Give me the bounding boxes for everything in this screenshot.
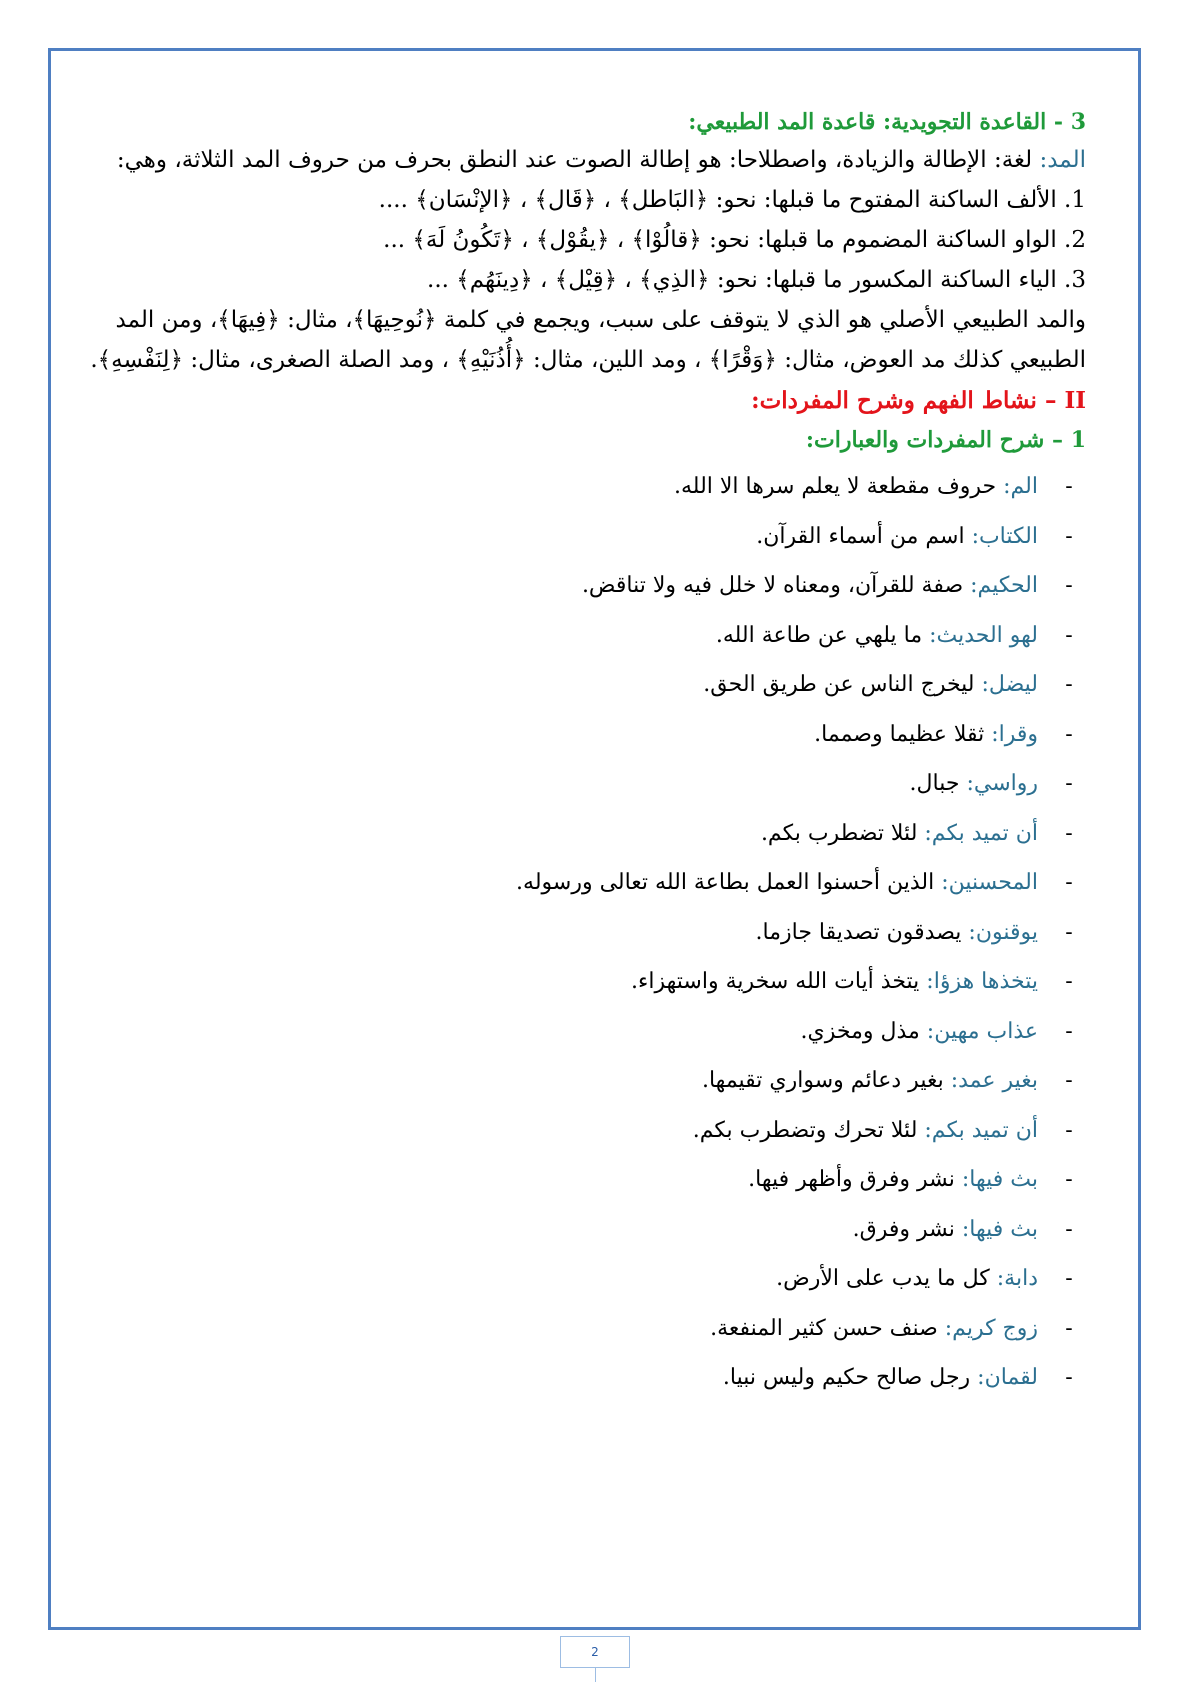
madd-letter-item xyxy=(86,220,1086,260)
vocab-term: عذاب مهين: xyxy=(926,1018,1038,1044)
vocab-list xyxy=(86,462,1086,1403)
vocab-definition: لئلا تضطرب بكم. xyxy=(760,820,925,846)
vocab-definition: الذين أحسنوا العمل بطاعة الله تعالى ورسوله. xyxy=(516,870,942,895)
vocab-item xyxy=(86,611,1086,661)
vocab-definition: بغير دعائم وسواري تقيمها. xyxy=(701,1068,951,1093)
vocab-definition: رجل صالح حكيم وليس نبيا. xyxy=(722,1365,978,1390)
vocab-definition: صفة للقرآن، ومعناه لا خلل فيه ولا تناقض. xyxy=(581,573,971,598)
vocab-item xyxy=(86,1304,1086,1354)
vocab-item xyxy=(86,957,1086,1007)
item-text: الياء الساكنة المكسور ما قبلها: نحو: ﴿الذِي﴾ ، ﴿قِيْل﴾ ، ﴿دِينَهُم﴾ ... xyxy=(427,267,1057,293)
list-dash: - xyxy=(1065,573,1073,598)
list-dash: - xyxy=(1065,721,1073,747)
vocab-definition: حروف مقطعة لا يعلم سرها الا الله. xyxy=(674,474,1004,499)
list-dash: - xyxy=(1065,1365,1073,1390)
vocab-definition: يصدقون تصديقا جازما. xyxy=(755,919,969,945)
item-text: الواو الساكنة المضموم ما قبلها: نحو: ﴿قالُوْا﴾ ، ﴿يقُوْل﴾ ، ﴿تَكُونُ لَهَ﴾ ... xyxy=(383,227,1057,253)
vocab-term: زوج كريم: xyxy=(944,1315,1038,1341)
list-dash: - xyxy=(1065,622,1073,648)
list-dash: - xyxy=(1065,1167,1073,1192)
vocab-definition: اسم من أسماء القرآن. xyxy=(756,523,972,549)
list-dash: - xyxy=(1065,1117,1073,1143)
vocab-definition: صنف حسن كثير المنفعة. xyxy=(710,1315,945,1341)
vocab-item xyxy=(86,1155,1086,1205)
vocab-term: أن تميد بكم: xyxy=(924,820,1038,846)
item-number: 3. xyxy=(1064,267,1086,293)
vocab-item xyxy=(86,462,1086,512)
vocab-item xyxy=(86,1353,1086,1403)
vocab-item xyxy=(86,660,1086,710)
madd-paragraph-line-2: الطبيعي كذلك مد العوض، مثال: ﴿وَقْرًا﴾ ، ومد اللين، مثال: ﴿أُذُنَيْهِ﴾ ، ومد الصلة الصغرى، مثال: ﴿لِنَفْسِهِ﴾. xyxy=(90,347,1086,373)
page-content xyxy=(86,104,1086,1403)
vocab-definition: ما يلهي عن طاعة الله. xyxy=(715,622,930,648)
vocab-item xyxy=(86,858,1086,908)
vocab-term: الكتاب: xyxy=(971,523,1038,549)
vocab-item xyxy=(86,710,1086,760)
vocab-term: بث فيها: xyxy=(961,1216,1038,1242)
list-dash: - xyxy=(1065,1266,1073,1291)
list-dash: - xyxy=(1065,672,1073,697)
vocab-item xyxy=(86,512,1086,562)
vocab-definition: ثقلا عظيما وصمما. xyxy=(814,721,992,747)
vocab-definition: مذل ومخزي. xyxy=(800,1018,927,1044)
vocab-term: بث فيها: xyxy=(961,1167,1038,1192)
vocab-item xyxy=(86,1254,1086,1304)
list-dash: - xyxy=(1065,919,1073,945)
list-dash: - xyxy=(1065,771,1073,796)
vocab-term: لقمان: xyxy=(977,1365,1038,1390)
section-heading: II – نشاط الفهم وشرح المفردات: xyxy=(751,387,1086,414)
item-number: 1. xyxy=(1064,187,1086,213)
vocab-term: رواسي: xyxy=(966,771,1038,796)
page-number: 2 xyxy=(560,1636,630,1668)
madd-definition-text: لغة: الإطالة والزيادة، واصطلاحا: هو إطالة الصوت عند النطق بحرف من حروف المد الثلاثة، وهي: xyxy=(116,147,1040,173)
vocab-definition: ليخرج الناس عن طريق الحق. xyxy=(703,672,982,697)
vocab-term: الحكيم: xyxy=(970,573,1038,598)
madd-paragraph-line-1: والمد الطبيعي الأصلي هو الذي لا يتوقف على سبب، ويجمع في كلمة ﴿نُوحِيهَا﴾، مثال: ﴿فِيهَا﴾، ومن المد xyxy=(115,307,1086,333)
vocab-definition: نشر وفرق وأظهر فيها. xyxy=(748,1167,962,1192)
vocab-term: ليضل: xyxy=(981,672,1038,697)
list-dash: - xyxy=(1065,1068,1073,1093)
vocab-item xyxy=(86,561,1086,611)
vocab-term: الم: xyxy=(1003,474,1038,499)
vocab-definition: نشر وفرق. xyxy=(852,1216,962,1242)
vocab-term: بغير عمد: xyxy=(950,1068,1038,1093)
madd-definition xyxy=(86,140,1086,180)
vocab-item xyxy=(86,809,1086,859)
list-dash: - xyxy=(1065,820,1073,846)
vocab-term: يوقنون: xyxy=(968,919,1038,945)
vocab-item xyxy=(86,759,1086,809)
vocab-term: دابة: xyxy=(996,1266,1038,1291)
madd-term: المد: xyxy=(1039,147,1086,173)
list-dash: - xyxy=(1065,523,1073,549)
madd-letter-item xyxy=(86,180,1086,220)
vocab-definition: جبال. xyxy=(909,771,967,796)
item-number: 2. xyxy=(1064,227,1086,253)
list-dash: - xyxy=(1065,1018,1073,1044)
vocab-item xyxy=(86,1205,1086,1255)
madd-letter-item xyxy=(86,260,1086,300)
list-dash: - xyxy=(1065,870,1073,895)
vocab-term: يتخذها هزؤا: xyxy=(926,969,1038,994)
list-dash: - xyxy=(1065,969,1073,994)
list-dash: - xyxy=(1065,474,1073,499)
vocab-subheading: 1 – شرح المفردات والعبارات: xyxy=(805,427,1086,453)
vocab-item xyxy=(86,1007,1086,1057)
vocab-term: وقرا: xyxy=(991,721,1038,747)
vocab-definition: كل ما يدب على الأرض. xyxy=(776,1266,997,1291)
vocab-term: المحسنين: xyxy=(941,870,1038,895)
vocab-term: لهو الحديث: xyxy=(929,622,1038,648)
vocab-item xyxy=(86,1106,1086,1156)
page-number-tick xyxy=(595,1668,596,1682)
vocab-definition: لئلا تحرك وتضطرب بكم. xyxy=(692,1117,925,1143)
vocab-item xyxy=(86,1056,1086,1106)
vocab-definition: يتخذ أيات الله سخرية واستهزاء. xyxy=(631,969,927,994)
vocab-item xyxy=(86,908,1086,958)
vocab-term: أن تميد بكم: xyxy=(924,1117,1038,1143)
list-dash: - xyxy=(1065,1315,1073,1341)
tajweed-heading: 3 - القاعدة التجويدية: قاعدة المد الطبيعي: xyxy=(688,109,1086,135)
item-text: الألف الساكنة المفتوح ما قبلها: نحو: ﴿البَاطل﴾ ، ﴿قَال﴾ ، ﴿الإنْسَان﴾ .... xyxy=(378,187,1057,213)
list-dash: - xyxy=(1065,1216,1073,1242)
